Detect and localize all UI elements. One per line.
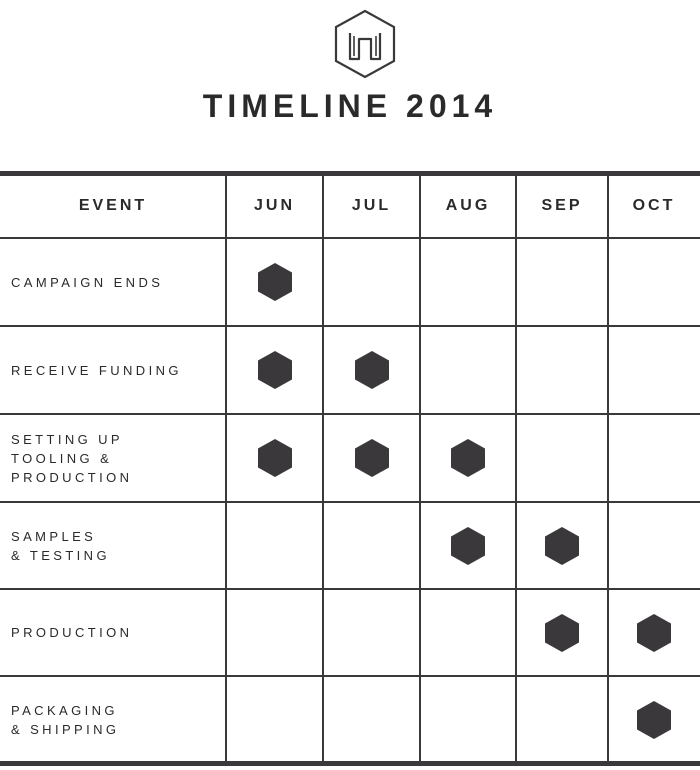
column-divider [515,176,517,762]
column-divider [322,176,324,762]
column-divider [225,176,227,762]
hexagon-marker-icon [450,526,486,566]
hexagon-marker-icon [544,526,580,566]
event-column-header: EVENT [78,197,148,214]
month-header-oct: OCT [632,197,676,214]
event-row-label [11,590,221,675]
month-header-jul: JUL [351,197,392,214]
hexagon-u-logo-icon [333,9,397,79]
hexagon-marker-icon [354,438,390,478]
page-title: TIMELINE 2014 [202,88,498,124]
hexagon-marker-icon [636,613,672,653]
event-row-label [11,677,221,762]
hexagon-marker-icon [544,613,580,653]
event-row-label [11,415,221,501]
event-row-label [11,239,221,325]
event-label: SETTING UP TOOLING & PRODUCTION [11,431,133,485]
event-label: PACKAGING & SHIPPING [11,702,120,737]
column-divider [419,176,421,762]
hexagon-marker-icon [257,350,293,390]
hexagon-marker-icon [636,700,672,740]
event-row-label [11,503,221,588]
hexagon-marker-icon [257,438,293,478]
month-header-aug: AUG [445,197,491,214]
event-label: PRODUCTION [11,625,133,640]
event-label: CAMPAIGN ENDS [11,274,164,290]
event-row-label [11,327,221,413]
event-label: RECEIVE FUNDING [11,362,182,378]
month-header-jun: JUN [253,197,295,214]
column-divider [607,176,609,762]
hexagon-marker-icon [354,350,390,390]
hexagon-marker-icon [450,438,486,478]
month-header-sep: SEP [541,197,583,214]
event-label: SAMPLES & TESTING [11,528,110,563]
hexagon-marker-icon [257,262,293,302]
